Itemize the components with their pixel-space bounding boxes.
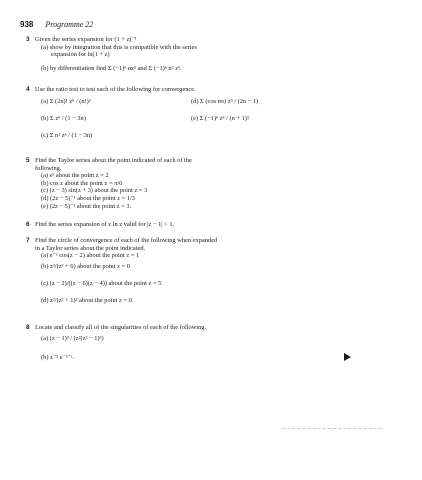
part-d: (d) z²/(z² + 1)² about the point z = 0. bbox=[41, 297, 134, 305]
exercise-number: 4 bbox=[26, 86, 30, 93]
exercise-text-line2: in a Taylor series about the point indicated. bbox=[35, 244, 146, 252]
part-c: (c) (z − 3) sin(z + 3) about the point z = 3 bbox=[41, 187, 148, 195]
exercise-text: Use the ratio test to test each of the following for convergence. bbox=[35, 86, 196, 93]
part-d: (d) (2z − 5)⁻¹ about the point z = 1/3 bbox=[41, 194, 135, 202]
part-a: (a) e⁻ᶻ cos(z − 2) about the point z = 1 bbox=[41, 252, 140, 260]
exercise-number: 5 bbox=[26, 157, 30, 164]
part-d: (d) Σ (cos nπ) zⁿ / (2n − 1) bbox=[191, 97, 259, 105]
part-a: (a) Σ (2n)! zⁿ / (n!)² bbox=[41, 97, 91, 105]
part-b: (b) z³/(z³ + 6) about the point z = 0 bbox=[41, 263, 130, 271]
exercise-number: 3 bbox=[26, 36, 30, 43]
page-header bbox=[20, 20, 93, 29]
part-a-line1: (a) show by integration that this is compatible with the series bbox=[41, 43, 197, 51]
exercise-5 bbox=[26, 157, 375, 210]
part-e: (e) Σ (−1)ⁿ zⁿ / (n + 1)! bbox=[191, 114, 250, 122]
exercise-number: 7 bbox=[26, 237, 30, 244]
part-b: (b) z⁻² e⁻¹ᐟᶻ. bbox=[41, 353, 74, 361]
exercise-4 bbox=[26, 86, 375, 149]
part-c: (c) Σ n² zⁿ / (1 − 3n) bbox=[41, 131, 93, 139]
part-a-line2: expansion for ln(1 + z) bbox=[51, 51, 110, 59]
exercise-number: 8 bbox=[26, 324, 30, 331]
continue-arrow-icon bbox=[344, 353, 351, 361]
divider bbox=[282, 428, 382, 429]
exercise-text: Locate and classify all of the singularities of each of the following. bbox=[35, 324, 207, 331]
part-a: (a) (z − 1)³ / (z²(z² − 1)³) bbox=[41, 334, 104, 342]
exercise-text-line1: Find the circle of convergence of each of the following when expanded bbox=[35, 237, 218, 244]
part-b: (b) by differentiation find Σ (−1)ⁿ nzⁿ and Σ (−1)ⁿ n² zⁿ. bbox=[41, 64, 182, 72]
part-c: (c) (z − 2)/((z − 6)(z − 4)) about the point z = 5 bbox=[41, 280, 162, 288]
exercise-3 bbox=[26, 36, 375, 72]
exercise-text-line2: following. bbox=[35, 164, 62, 172]
programme-title: Programme 22 bbox=[45, 20, 94, 29]
exercise-text-line1: Find the Taylor series about the point indicated of each of the bbox=[35, 157, 192, 164]
part-b: (b) cos z about the point z = π/6 bbox=[41, 179, 123, 187]
exercise-text: Given the series expansion for (1 + z)⁻¹ bbox=[35, 36, 137, 43]
part-a: (a) eᶻ about the point z = 2 bbox=[41, 172, 109, 180]
exercise-6 bbox=[26, 221, 375, 229]
exercise-text: Find the series expansion of z ln z valid for |z − 1| < 1. bbox=[35, 221, 175, 228]
part-b: (b) Σ zⁿ / (1 − 3n) bbox=[41, 114, 86, 122]
page-number: 938 bbox=[20, 20, 34, 29]
part-e: (e) (2z − 5)⁻¹ about the point z = 3. bbox=[41, 202, 132, 210]
exercise-number: 6 bbox=[26, 221, 30, 228]
exercise-7 bbox=[26, 237, 375, 314]
exercise-8 bbox=[26, 324, 375, 361]
